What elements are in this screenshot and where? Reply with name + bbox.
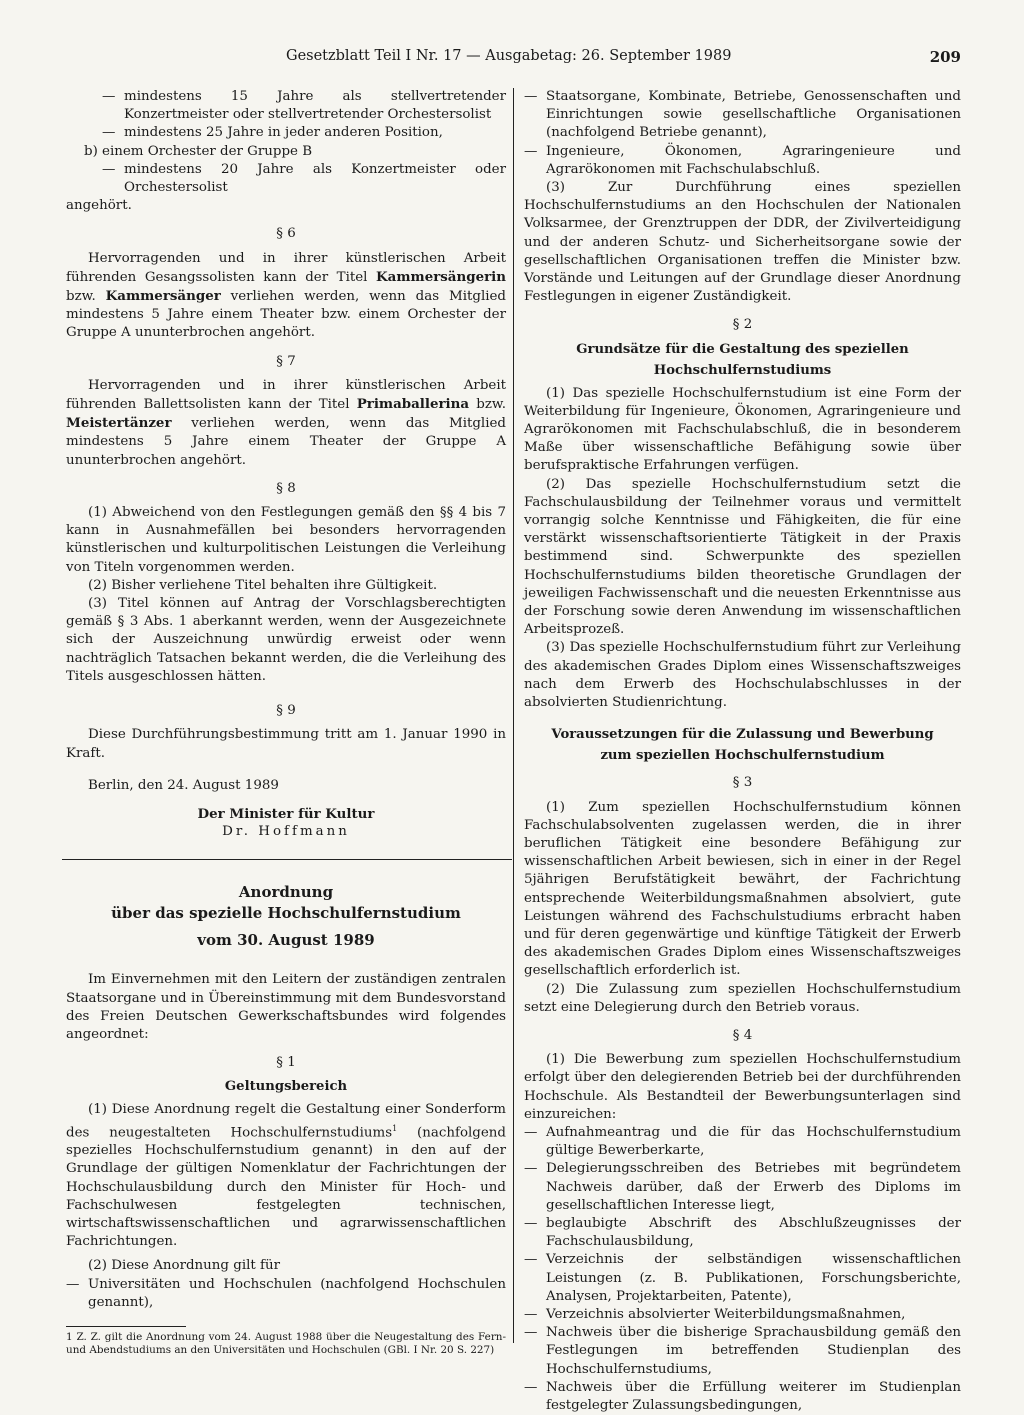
section-8-p3: (3) Titel können auf Antrag der Vorschlagsberechtigten gemäß § 3 Abs. 1 aberkannt werden, wenn der Ausgezeichnete sich der Auszeichnung unwürdig erweist oder wenn nachträglich Tatsachen bekannt werden, die die Verleihung des Titels ausgeschlossen hätten. [66, 596, 506, 684]
section-1-p2: (2) Diese Anordnung gilt für [88, 1258, 281, 1274]
section-title-line2: zum speziellen Hochschulfernstudium [600, 748, 885, 764]
page-number: 209 [929, 48, 961, 66]
section-2-p1: (1) Das spezielle Hochschulfernstudium ist eine Form der Weiterbildung für Ingenieure, Ökonomen, Agraringenieure und Agrarökonomen mit Fachschulabschluß, die in besonderem Maße über wissenschaftliche Befähigung sowie über berufspraktische Erfahrungen verfügen. [524, 385, 961, 474]
decree-title: Anordnung [238, 883, 334, 902]
list-letter-b: b) einem Orchester der Gruppe B [84, 143, 313, 159]
section-2-subheading-line2: Hochschulfernstudiums [653, 362, 832, 378]
signer-name: Dr. Hoffmann [222, 824, 350, 840]
section-heading-2: § 2 [732, 317, 753, 333]
section-heading-6: § 6 [276, 226, 296, 242]
place-date: Berlin, den 24. August 1989 [88, 777, 279, 793]
section-2-subheading-line1: Grundsätze für die Gestaltung des speziellen [576, 341, 909, 357]
list-item: — mindestens 15 Jahre als stellvertretender Konzertmeister oder stellvertretender Orchestersolist [102, 89, 506, 123]
list-item: — beglaubigte Abschrift des Abschlußzeugnisses der Fachschulausbildung, [524, 1215, 961, 1250]
list-item: — mindestens 25 Jahre in jeder anderen Position, [102, 125, 443, 141]
section-4-p1: (1) Die Bewerbung zum speziellen Hochschulfernstudium erfolgt über den delegierenden Betrieb bei der durchführenden Hochschule. Als Bestandteil der Bewerbungsunterlagen sind einzureichen: [524, 1052, 961, 1122]
preamble: Im Einvernehmen mit den Leitern der zuständigen zentralen Staatsorgane und in Übereinstimmung mit dem Bundesvorstand des Freien Deutschen Gewerkschaftsbundes wird folgendes angeordnet: [66, 972, 506, 1042]
section-heading-3: § 3 [732, 775, 753, 791]
footnote-rule [66, 1326, 186, 1327]
list-item: — Nachweis über die Erfüllung weiterer im Studienplan festgelegter Zulassungsbedingungen, [524, 1379, 961, 1413]
footnote: 1 Z. Z. gilt die Anordnung vom 24. August 1988 über die Neugestaltung des Fern- und Abendstudiums an den Universitäten und Hochschulen (GBl. I Nr. 20 S. 227) [66, 1331, 506, 1357]
section-8-p2: (2) Bisher verliehene Titel behalten ihre Gültigkeit. [88, 577, 438, 593]
decree-subtitle: über das spezielle Hochschulfernstudium [111, 904, 461, 923]
list-item: — Verzeichnis absolvierter Weiterbildungsmaßnahmen, [524, 1306, 906, 1322]
list-item: — Universitäten und Hochschulen (nachfolgend Hochschulen genannt), [66, 1276, 506, 1310]
list-item: — Verzeichnis der selbständigen wissenschaftlichen Leistungen (z. B. Publikationen, Forschungsberichte, Analysen, Projektarbeiten, Patente), [524, 1252, 961, 1304]
list-item: — Staatsorgane, Kombinate, Betriebe, Genossenschaften und Einrichtungen sowie gesellschaftliche Organisationen (nachfolgend Betriebe genannt), [524, 89, 961, 141]
section-2-p2: (2) Das spezielle Hochschulfernstudium setzt die Fachschulausbildung der Teilnehmer voraus und vermittelt vorrangig solche Kenntnisse und Fähigkeiten, die für eine verstärkt wissenschaftsorientierte Tätigkeit in der Praxis bestimmend sind. Schwerpunkte des speziellen Hochschulfernstudiums bilden theoretische Grundlagen der jeweiligen Fachwissenschaft und die neuesten Erkenntnisse aus der Forschung sowie deren Anwendung im wissenschaftlichen Arbeitsprozeß. [524, 476, 961, 638]
list-item: — Nachweis über die bisherige Sprachausbildung gemäß den Festlegungen im betreffenden Studienplan des Hochschulfernstudiums, [524, 1325, 961, 1377]
list-item: — Aufnahmeantrag und die für das Hochschulfernstudium gültige Bewerberkarte, [524, 1124, 961, 1159]
list-item: — mindestens 20 Jahre als Konzertmeister oder Orchestersolist [102, 161, 506, 196]
section-heading-7: § 7 [276, 353, 296, 369]
section-8-p1: (1) Abweichend von den Festlegungen gemäß den §§ 4 bis 7 kann in Ausnahmefällen bei besonders hervorragenden künstlerischen und kulturpolitischen Leistungen die Verleihung von Titeln vorgenommen werden. [66, 505, 506, 575]
section-9-text: Diese Durchführungsbestimmung tritt am 1. Januar 1990 in Kraft. [66, 727, 506, 761]
left-column [66, 88, 506, 1357]
list-item: — Delegierungsschreiben des Betriebes mit begründetem Nachweis darüber, daß der Erwerb des Diploms im gesellschaftlichen Interesse liegt, [524, 1161, 961, 1213]
signer-role: Der Minister für Kultur [197, 805, 375, 822]
section-6-text: Hervorragenden und in ihrer künstlerischen Arbeit führenden Gesangssolisten kann der Titel Kammersängerin bzw. Kammersänger verliehen werden, wenn das Mitglied mindestens 5 Jahre einem Theater bzw. einem Orchester der Gruppe A ununterbrochen angehört. [66, 250, 507, 341]
section-heading-4: § 4 [732, 1027, 753, 1043]
section-1-p3: (3) Zur Durchführung eines speziellen Hochschulfernstudiums an den Hochschulen der Nationalen Volksarmee, der Grenztruppen der DDR, der Zivilverteidigung und der anderen Schutz- und Sicherheitsorgane sowie der gesellschaftlichen Organisationen treffen die Minister bzw. Vorstände und Leitungen auf der Grundlage dieser Anordnung Festlegungen in eigener Zuständigkeit. [524, 180, 961, 305]
section-heading-9: § 9 [276, 703, 296, 719]
section-1-subheading: Geltungsbereich [224, 1079, 348, 1095]
section-title-line1: Voraussetzungen für die Zulassung und Bewerbung [551, 727, 934, 743]
section-2-p3: (3) Das spezielle Hochschulfernstudium führt zur Verleihung des akademischen Grades Diplom eines Wissenschaftszweiges nach dem Erwerb des Hochschulabschlusses in der absolvierten Studienrichtung. [524, 640, 961, 711]
column-divider [513, 88, 514, 1343]
section-heading-1: § 1 [276, 1055, 296, 1071]
decree-date: vom 30. August 1989 [197, 931, 375, 950]
section-3-p2: (2) Die Zulassung zum speziellen Hochschulfernstudium setzt eine Delegierung durch den Betrieb voraus. [524, 981, 961, 1015]
section-1-p1: (1) Diese Anordnung regelt die Gestaltung einer Sonderform des neugestalteten Hochschulfernstudiums$^1$ (nachfolgend spezielles Hochschulfernstudium genannt) in den auf der Grundlage der gültigen Nomenklatur der Fachrichtungen der Hochschulausbildung durch den Minister für Hoch- und Fachschulwesen festgelegten technischen, wirtschaftswissenschaftlichen und agrarwissenschaftlichen Fachrichtungen. [66, 1102, 506, 1250]
section-3-p1: (1) Zum speziellen Hochschulfernstudium können Fachschulabsolventen zugelassen werden, die in ihrer beruflichen Tätigkeit eine besondere Befähigung zur wissenschaftlichen Arbeit bewiesen, sich in einer in der Regel 5jährigen Berufstätigkeit bewährt, der Fachrichtung entsprechende Weiterbildungsmaßnahmen absolviert, gute Leistungen während des Fachschulstudiums erbracht haben und für deren gegenwärtige und künftige Tätigkeit der Erwerb des akademischen Grades Diplom eines Wissenschaftszweiges gesellschaftlich erforderlich ist. [524, 799, 961, 979]
list-item: — Ingenieure, Ökonomen, Agraringenieure und Agrarökonomen mit Fachschulabschluß. [524, 143, 961, 177]
horizontal-rule [62, 859, 512, 860]
section-7-text: Hervorragenden und in ihrer künstlerischen Arbeit führenden Ballettsolisten kann der Titel Primaballerina bzw. Meistertänzer verliehen werden, wenn das Mitglied mindestens 5 Jahre einem Theater der Gruppe A ununterbrochen angehört. [66, 377, 507, 468]
paragraph-text: angehört. [66, 198, 132, 214]
page-header [286, 48, 961, 66]
header-title: Gesetzblatt Teil I Nr. 17 — Ausgabetag: 26. September 1989 [286, 48, 732, 64]
section-heading-8: § 8 [276, 480, 296, 496]
right-column [524, 88, 961, 1415]
